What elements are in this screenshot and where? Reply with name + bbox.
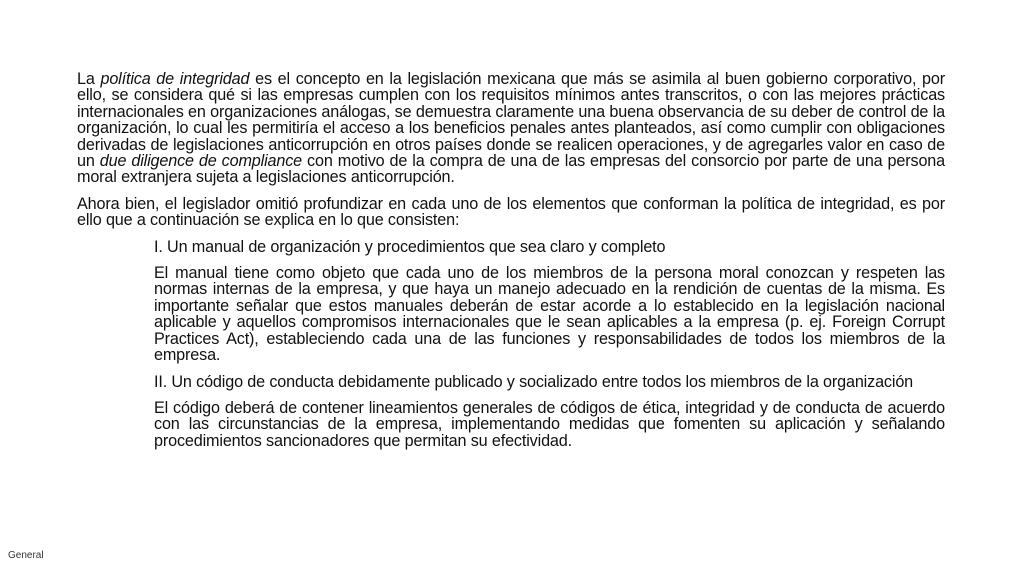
- section-1-body: El manual tiene como objeto que cada uno de los miembros de la persona moral conozcan y respeten las normas internas de la empresa, y que haya un manejo adecuado en la rendición de cuentas de la misma. Es importante señalar que estos manuales deberán de estar acorde a lo establecido en la legislación nacional aplicable y aquellos compromisos internacionales que le sean aplicables a la empresa (p. ej. Foreign Corrupt Practices Act), estableciendo cada una de las funciones y responsabilidades de todos los miembros de la empresa.: [154, 264, 945, 365]
- intro-text-part-3: con motivo de la compra de una de las empresas del consorcio por parte de una persona moral extranjera sujeta a legislaciones anticorrupción.: [77, 152, 946, 187]
- intro-text-part-1: La: [77, 70, 101, 88]
- intro-text-part-2: es el concepto en la legislación mexicana que más se asimila al buen gobierno corporativo, por ello, se considera qué si las empresas cumplen con los requisitos mínimos antes transcritos, o con las mejores prácticas internacionales en organizaciones análogas, se demuestra claramente una buena observancia de su deber de control de la organización, lo cual les permitiría el acceso a los beneficios penales antes planteados, así como cumplir con obligaciones derivadas de legislaciones anticorrupción en otros países donde se realicen operaciones, y de agregarles valor en caso de un: [77, 70, 945, 171]
- intro-paragraph: [77, 71, 945, 186]
- intro-emphasis-due-diligence: due diligence de compliance: [99, 152, 303, 171]
- section-2-body: El código deberá de contener lineamientos generales de códigos de ética, integridad y de conducta de acuerdo con las circunstancias de la empresa, implementando medidas que fomenten su aplicación y señalando procedimientos sancionadores que permitan su efectividad.: [154, 398, 945, 450]
- slide-content: [77, 71, 945, 459]
- transition-paragraph: Ahora bien, el legislador omitió profundizar en cada uno de los elementos que conforman la política de integridad, es por ello que a continuación se explica en lo que consisten:: [77, 194, 945, 230]
- section-2-heading: II. Un código de conducta debidamente publicado y socializado entre todos los miembros de la organización: [154, 372, 914, 391]
- intro-emphasis-politica: política de integridad: [100, 70, 250, 88]
- sensitivity-label: General: [8, 550, 44, 561]
- section-1-heading: I. Un manual de organización y procedimientos que sea claro y completo: [154, 237, 666, 256]
